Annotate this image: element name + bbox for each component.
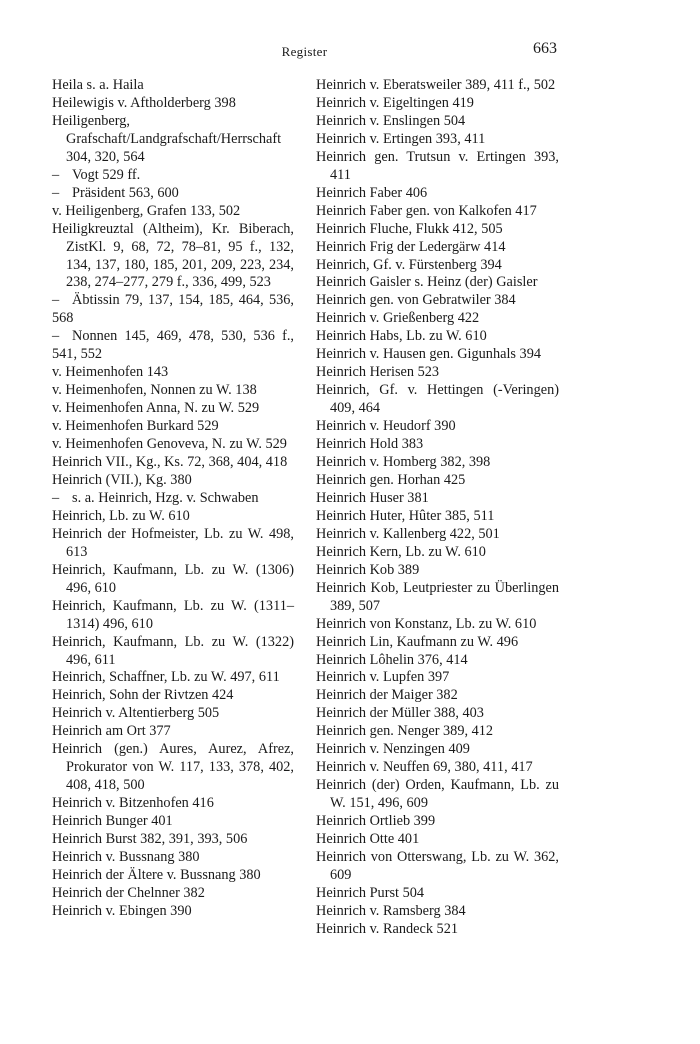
running-title: Register [281, 44, 328, 59]
index-entry [52, 472, 294, 490]
index-entry [316, 221, 559, 239]
entry-text: Heinrich gen. Horhan 425 [316, 471, 466, 488]
index-entry [316, 562, 559, 580]
index-entry [52, 221, 294, 293]
index-entry [316, 526, 559, 544]
index-entry [52, 382, 294, 400]
entry-text: Heinrich der Chelnner 382 [52, 884, 205, 901]
index-entry [52, 95, 294, 113]
index-entry [52, 364, 294, 382]
index-entry [52, 400, 294, 418]
index-entry [316, 239, 559, 257]
index-entry [52, 526, 294, 562]
index-entry [316, 185, 559, 203]
entry-text: Heinrich Burst 382, 391, 393, 506 [52, 831, 248, 848]
page-header [52, 40, 557, 62]
index-entry [316, 669, 559, 687]
entry-text: Heinrich Lin, Kaufmann zu W. 496 [316, 633, 519, 650]
entry-text: v. Heiligenberg, Grafen 133, 502 [52, 202, 241, 219]
subentry-dash: – [52, 292, 60, 309]
entry-text: Heinrich (der) Orden, Kaufmann, Lb. zu W. 151, 496, 609 [316, 777, 559, 812]
index-subentry [52, 292, 294, 328]
index-entry [52, 795, 294, 813]
entry-text: Heinrich Ortlieb 399 [316, 813, 436, 830]
entry-text: Heinrich, Lb. zu W. 610 [52, 507, 190, 524]
entry-text: v. Heimenhofen 143 [52, 364, 169, 381]
entry-text: Heinrich Fluche, Flukk 412, 505 [316, 220, 503, 237]
entry-text: Heinrich (VII.), Kg. 380 [52, 471, 192, 488]
index-entry [316, 131, 559, 149]
entry-text: Heinrich Otte 401 [316, 831, 420, 848]
entry-text: v. Heimenhofen Burkard 529 [52, 418, 219, 435]
index-entry [316, 652, 559, 670]
index-entry [316, 292, 559, 310]
index-entry [316, 454, 559, 472]
index-entry [52, 903, 294, 921]
entry-text: Präsident 563, 600 [72, 184, 179, 201]
index-entry [316, 759, 559, 777]
index-entry [316, 849, 559, 885]
index-entry [52, 508, 294, 526]
index-column-left [52, 77, 294, 921]
entry-text: Heinrich VII., Kg., Ks. 72, 368, 404, 418 [52, 454, 288, 471]
entry-text: Heinrich am Ort 377 [52, 723, 171, 740]
entry-text: Heinrich, Kaufmann, Lb. zu W. (1322) 496, 611 [52, 633, 294, 668]
entry-text: Heinrich Kern, Lb. zu W. 610 [316, 543, 486, 560]
entry-text: Heinrich Gaisler s. Heinz (der) Gaisler [316, 274, 538, 291]
entry-text: Heinrich gen. Trutsun v. Ertingen 393, 411 [316, 148, 559, 183]
index-entry [52, 113, 294, 167]
index-entry [316, 903, 559, 921]
entry-text: Heinrich v. Neuffen 69, 380, 411, 417 [316, 759, 533, 776]
entry-text: Heila s. a. Haila [52, 77, 144, 93]
entry-text: Heinrich v. Ertingen 393, 411 [316, 130, 486, 147]
index-entry [52, 669, 294, 687]
index-entry [316, 257, 559, 275]
entry-text: Heinrich Faber 406 [316, 184, 428, 201]
index-entry [316, 705, 559, 723]
index-entry [316, 831, 559, 849]
index-entry [316, 580, 559, 616]
entry-text: Heinrich v. Lupfen 397 [316, 669, 450, 686]
index-entry [316, 813, 559, 831]
subentry-dash: – [52, 166, 60, 183]
entry-text: Heiligenberg, Grafschaft/Landgrafschaft/Herrschaft 304, 320, 564 [52, 112, 282, 165]
entry-text: Heinrich der Hofmeister, Lb. zu W. 498, 613 [52, 525, 294, 560]
entry-text: Heinrich der Müller 388, 403 [316, 705, 484, 722]
index-entry [52, 77, 294, 95]
index-entry [52, 813, 294, 831]
entry-text: Äbtissin 79, 137, 154, 185, 464, 536, 568 [52, 292, 294, 327]
entry-text: Heinrich, Sohn der Rivtzen 424 [52, 687, 234, 704]
index-entry [316, 274, 559, 292]
entry-text: Heinrich, Gf. v. Fürstenberg 394 [316, 256, 502, 273]
index-entry [316, 203, 559, 221]
index-entry [52, 831, 294, 849]
index-entry [316, 544, 559, 562]
index-entry [52, 562, 294, 598]
entry-text: Heinrich Bunger 401 [52, 813, 173, 830]
entry-text: Heinrich von Otterswang, Lb. zu W. 362, 609 [316, 848, 559, 883]
index-entry [316, 741, 559, 759]
entry-text: Heinrich von Konstanz, Lb. zu W. 610 [316, 615, 537, 632]
entry-text: Heinrich der Ältere v. Bussnang 380 [52, 866, 261, 883]
entry-text: v. Heimenhofen Genoveva, N. zu W. 529 [52, 436, 287, 453]
index-entry [52, 454, 294, 472]
index-subentry [52, 328, 294, 364]
entry-text: Vogt 529 ff. [72, 166, 141, 183]
index-entry [52, 867, 294, 885]
index-entry [316, 723, 559, 741]
entry-text: Heinrich, Gf. v. Hettingen (-Veringen) 409, 464 [316, 382, 559, 417]
entry-text: Heilewigis v. Aftholderberg 398 [52, 94, 236, 111]
entry-text: Heinrich Frig der Ledergärw 414 [316, 238, 506, 255]
entry-text: v. Heimenhofen Anna, N. zu W. 529 [52, 400, 260, 417]
index-entry [52, 436, 294, 454]
entry-text: Heinrich Faber gen. von Kalkofen 417 [316, 202, 537, 219]
entry-text: Heinrich, Kaufmann, Lb. zu W. (1306) 496, 610 [52, 561, 294, 596]
index-entry [316, 328, 559, 346]
entry-text: Heinrich v. Kallenberg 422, 501 [316, 525, 500, 542]
entry-text: Heinrich v. Ebingen 390 [52, 902, 192, 919]
entry-text: Heinrich der Maiger 382 [316, 687, 458, 704]
index-entry [316, 777, 559, 813]
index-entry [316, 634, 559, 652]
index-entry [316, 418, 559, 436]
index-entry [316, 885, 559, 903]
index-entry [316, 490, 559, 508]
entry-text: Heinrich v. Grießenberg 422 [316, 310, 480, 327]
index-entry [316, 921, 559, 939]
entry-text: Heinrich v. Bussnang 380 [52, 848, 200, 865]
page-number: 663 [533, 40, 557, 57]
entry-text: Heinrich v. Homberg 382, 398 [316, 454, 491, 471]
index-entry [52, 418, 294, 436]
entry-text: Heinrich, Kaufmann, Lb. zu W. (1311–1314) 496, 610 [52, 597, 294, 632]
index-subentry [52, 490, 294, 508]
index-entry [316, 508, 559, 526]
entry-text: Heinrich v. Ramsberg 384 [316, 902, 466, 919]
index-entry [52, 598, 294, 634]
index-column-right [316, 77, 559, 939]
entry-text: Heinrich Lôhelin 376, 414 [316, 651, 468, 668]
index-entry [316, 310, 559, 328]
subentry-dash: – [52, 489, 60, 506]
entry-text: Heinrich Hold 383 [316, 436, 424, 453]
entry-text: Heinrich v. Randeck 521 [316, 920, 458, 937]
entry-text: Heinrich gen. von Gebratwiler 384 [316, 292, 516, 309]
entry-text: Heinrich v. Hausen gen. Gigunhals 394 [316, 346, 541, 363]
entry-text: Heinrich Kob, Leutpriester zu Überlingen 389, 507 [316, 579, 559, 614]
index-entry [52, 741, 294, 795]
entry-text: Heinrich (gen.) Aures, Aurez, Afrez, Prokurator von W. 117, 133, 378, 402, 408, 418, 500 [52, 741, 294, 794]
index-entry [316, 77, 559, 95]
index-entry [316, 149, 559, 185]
index-entry [316, 382, 559, 418]
entry-text: Heinrich Herisen 523 [316, 364, 440, 381]
entry-text: Heinrich, Schaffner, Lb. zu W. 497, 611 [52, 669, 280, 686]
index-entry [52, 723, 294, 741]
index-entry [52, 203, 294, 221]
index-entry [316, 364, 559, 382]
entry-text: v. Heimenhofen, Nonnen zu W. 138 [52, 382, 257, 399]
subentry-dash: – [52, 328, 60, 345]
index-entry [52, 687, 294, 705]
entry-text: Heinrich v. Eigeltingen 419 [316, 94, 474, 111]
entry-text: Heinrich Huter, Hûter 385, 511 [316, 507, 495, 524]
index-entry [316, 346, 559, 364]
entry-text: Heinrich v. Bitzenhofen 416 [52, 795, 214, 812]
index-entry [316, 113, 559, 131]
entry-text: Heinrich Kob 389 [316, 561, 420, 578]
entry-text: Heinrich v. Enslingen 504 [316, 112, 466, 129]
index-entry [52, 849, 294, 867]
entry-text: s. a. Heinrich, Hzg. v. Schwaben [72, 489, 259, 506]
index-entry [316, 616, 559, 634]
index-entry [316, 95, 559, 113]
subentry-dash: – [52, 184, 60, 201]
entry-text: Heinrich Purst 504 [316, 884, 425, 901]
entry-text: Heinrich gen. Nenger 389, 412 [316, 723, 494, 740]
entry-text: Heinrich Habs, Lb. zu W. 610 [316, 328, 487, 345]
index-subentry [52, 167, 294, 185]
entry-text: Heinrich Huser 381 [316, 489, 429, 506]
entry-text: Heinrich v. Nenzingen 409 [316, 741, 470, 758]
index-entry [316, 436, 559, 454]
index-entry [52, 634, 294, 670]
index-entry [316, 687, 559, 705]
entry-text: Nonnen 145, 469, 478, 530, 536 f., 541, 552 [52, 328, 294, 363]
entry-text: Heinrich v. Heudorf 390 [316, 418, 456, 435]
entry-text: Heinrich v. Altentierberg 505 [52, 705, 220, 722]
index-entry [52, 885, 294, 903]
entry-text: Heinrich v. Eberatsweiler 389, 411 f., 502 [316, 77, 556, 93]
index-entry [316, 472, 559, 490]
entry-text: Heiligkreuztal (Altheim), Kr. Biberach, ZistKl. 9, 68, 72, 78–81, 95 f., 132, 134, 137, 180, 185, 201, 209, 223, 234, 238, 274–277, 279 f., 336, 499, 523 [52, 220, 294, 291]
index-subentry [52, 185, 294, 203]
index-entry [52, 705, 294, 723]
